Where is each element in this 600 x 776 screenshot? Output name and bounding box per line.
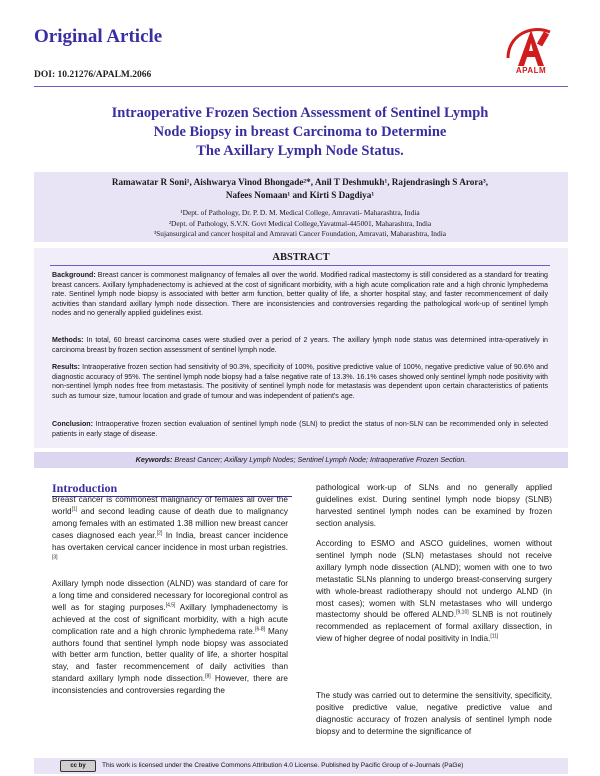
- methods-label: Methods:: [52, 336, 84, 344]
- results-text: Intraoperative frozen section had sensitivity of 90.3%, specificity of 100%, positive predictive value of 100%, negative predictive value of 90.6% and diagnostic accuracy of 95%. The sentinel lymph node biopsy had a false negative rate of 13.3%. 16.1% cases showed only sentinel lymph node positivity with non-sentinel lymph nodes free from metastasis. The positivity of sentinel lymph node for metastasis was dependent upon certain characteristics of patients such as tumour size, tumour location and grade of tumour and was independent of patient's age.: [52, 363, 548, 400]
- citation[interactable]: [11]: [490, 633, 499, 640]
- citation[interactable]: [8]: [205, 673, 211, 680]
- text-run: Many authors found that sentinel lymph node biopsy was associated with better arm function, better quality of life, a shorter hospital stay, and faster recommencement of daily activities than standard axillary lymph node dissection.: [52, 626, 289, 684]
- article-title: [40, 104, 560, 161]
- affiliation: ³Sujansurgical and cancer hospital and Amravati Cancer Foundation, Amravati, Maharashtra, India: [153, 229, 447, 238]
- abstract-conclusion: [52, 420, 548, 439]
- license-text: This work is licensed under the Creative Commons Attribution 4.0 License. Published by Pacific Group of e-Journals (PaGe): [102, 762, 464, 769]
- doi[interactable]: DOI: 10.21276/APALM.2066: [34, 70, 152, 80]
- cc-by-license-icon[interactable]: cc by: [60, 760, 96, 772]
- conclusion-label: Conclusion:: [52, 420, 93, 428]
- text-run: In India, breast cancer incidence has overtaken cervical cancer incidence in most urban registries.: [52, 530, 288, 552]
- intro-left-paragraph-2: [52, 578, 288, 697]
- logo-text: APALM: [515, 66, 547, 75]
- affiliations: [50, 208, 550, 240]
- background-label: Background:: [52, 271, 96, 279]
- introduction-heading: Introduction: [52, 481, 118, 495]
- keywords: [34, 455, 568, 464]
- article-type: Original Article: [34, 26, 163, 47]
- citation[interactable]: [3]: [52, 553, 58, 560]
- citation[interactable]: [9,10]: [456, 609, 469, 616]
- author-line: Ramawatar R Soni¹, Aishwarya Vinod Bhongade²*, Anil T Deshmukh¹, Rajendrasingh S Arora³,: [111, 177, 489, 187]
- text-run: According to ESMO and ASCO guidelines, women without sentinel lymph node (SLN) metastases should not receive axillary lymph node dissection (ALND); women with one to two metastatic SLNs planning to undergo breast-conserving surgery with whole-breast radiotherapy should not undergo ALND (in most cases); women with SLN metastases who will undergo mastectomy should be offered ALND.: [316, 539, 552, 620]
- affiliation: ¹Dept. of Pathology, Dr. P. D. M. Medical College, Amravati- Maharashtra, India: [180, 208, 420, 217]
- text-run: SLNB is not routinely recommended as replacement of formal axillary dissection, in view of higher degree of nodal positivity in India.: [316, 610, 552, 644]
- intro-right-paragraph-3: The study was carried out to determine the sensitivity, specificity, positive predictive value, negative predictive value and diagnostic accuracy of frozen analysis of sentinel lymph node biopsy and to determine the significance of: [316, 691, 552, 736]
- text-run: Axillary lymph node dissection (ALND) was standard of care for a long time and considered necessary for locoregional control as well as for staging purposes.: [52, 579, 288, 612]
- text-run: and second leading cause of death due to malignancy among females with an estimated 1.38 million new breast cancer cases diagnosed each year.: [52, 506, 288, 540]
- author-list: [60, 176, 540, 201]
- title-line: Intraoperative Frozen Section Assessment of Sentinel Lymph: [111, 105, 489, 121]
- citation[interactable]: [6-8]: [255, 625, 266, 632]
- intro-right-paragraph-2: [316, 538, 552, 645]
- background-text: Breast cancer is commonest malignancy of females all over the world. Modified radical mastectomy is still considered as a standard for treating breast cancers. Axillary lymphadenectomy is achieved at the cost of significant morbidity, with a high acute complication rate and a high chronic lymphedema rate. Sentinel lymph node biopsy is associated with better arm function, better quality of life, a shorter hospital stay, and faster recommencement of daily activities than standard axillary lymph node dissection. There are inconsistencies and controversies regarding the pathological work-up of sentinel lymph nodes and no generally applied guidelines exist.: [52, 271, 548, 318]
- conclusion-text: Intraoperative frozen section evaluation of sentinel lymph node (SLN) to predict the status of non-SLN can be recommended only in selected patients in early stage of disease.: [52, 420, 548, 438]
- keywords-label: Keywords:: [135, 455, 173, 464]
- author-line: Nafees Nomaan¹ and Kirti S Dagdiya¹: [225, 189, 375, 200]
- citation[interactable]: [2]: [156, 529, 163, 536]
- affiliation: ²Dept. of Pathology, S.V.N. Govt Medical College,Yavatmal-445001, Maharashtra, India: [168, 218, 432, 228]
- intro-right-paragraph-1: pathological work-up of SLNs and no generally applied guidelines exist. During sentinel lymph node biopsy (SLNB) harvested sentinel lymph nodes can be examined by frozen section analysis.: [316, 483, 552, 528]
- citation[interactable]: [4,5]: [165, 602, 176, 609]
- header-divider: [34, 86, 568, 87]
- title-line: Node Biopsy in breast Carcinoma to Determine: [153, 124, 447, 140]
- abstract-heading: ABSTRACT: [272, 252, 330, 263]
- intro-left-paragraph-1: [52, 494, 288, 565]
- abstract-background: [52, 271, 548, 319]
- title-line: The Axillary Lymph Node Status.: [196, 143, 404, 159]
- abstract-methods: [52, 336, 548, 355]
- results-label: Results:: [52, 363, 80, 371]
- abstract-results: [52, 363, 548, 401]
- text-run: However, there are inconsistencies and controversies regarding the: [52, 674, 288, 696]
- methods-text: In total, 60 breast carcinoma cases were studied over a period of 2 years. The axillary lymph node status was determined intra-operatively in carcinoma breast by frozen section assessment of sentinel lymph node.: [52, 336, 548, 354]
- abstract-divider: [50, 265, 550, 266]
- text-run: Axillary lymphadenectomy is achieved at the cost of significant morbidity, with a high acute complication rate and a high chronic lymphedema rate.: [52, 602, 288, 636]
- citation[interactable]: [1]: [71, 506, 78, 513]
- text-run: Breast cancer is commonest malignancy of females all over the world: [52, 495, 288, 516]
- keywords-text: Breast Cancer; Axillary Lymph Nodes; Sentinel Lymph Node; Intraoperative Frozen Section.: [172, 455, 467, 464]
